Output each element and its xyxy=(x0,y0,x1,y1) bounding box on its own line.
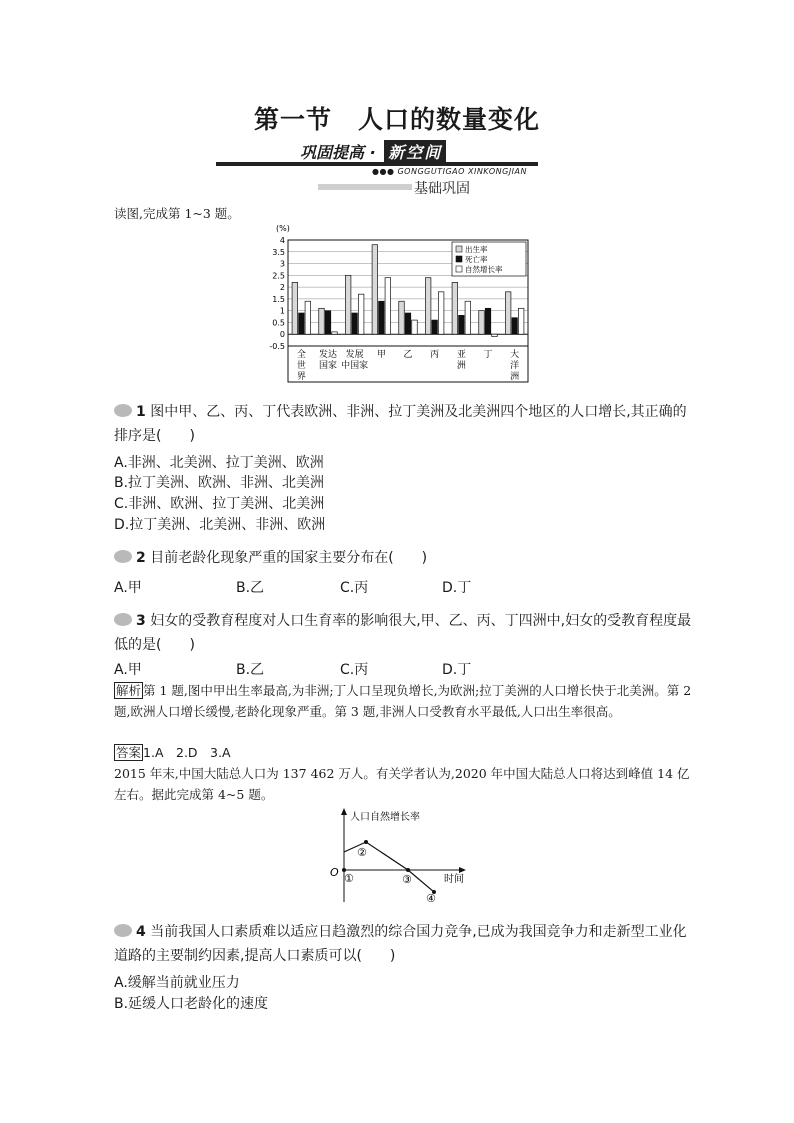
question-number: 1 xyxy=(136,404,146,420)
option: B.拉丁美洲、欧洲、非洲、北美洲 xyxy=(114,475,325,491)
option: C.非洲、欧洲、拉丁美洲、北美洲 xyxy=(114,496,325,512)
x-tick-label: 洲 xyxy=(456,361,466,371)
x-tick-label: 发展 xyxy=(345,350,364,360)
answer xyxy=(114,742,694,763)
bar-死亡率 xyxy=(432,320,438,334)
graph-ylabel: 人口自然增长率 xyxy=(350,812,420,823)
analysis-text: 第 1 题,图中甲出生率最高,为非洲;丁人口呈现负增长,为欧洲;拉丁美洲的人口增长快于北美洲。第 2 题,欧洲人口增长缓慢,老龄化现象严重。第 3 题,非洲人口受教育水平最低,人口出生率很高。 xyxy=(114,683,692,719)
question-number: 4 xyxy=(136,924,146,940)
bar-自然增长率 xyxy=(358,294,364,334)
option: A.非洲、北美洲、拉丁美洲、欧洲 xyxy=(114,455,324,471)
analysis-tag: 解析 xyxy=(116,683,142,698)
option: D.丁 xyxy=(442,580,472,596)
question-1 xyxy=(114,400,694,448)
analysis xyxy=(114,680,694,722)
point-2 xyxy=(364,840,368,844)
option: A.甲 xyxy=(114,662,142,678)
question-text: 妇女的受教育程度对人口生育率的影响很大,甲、乙、丙、丁四洲中,妇女的受教育程度最低的是( ) xyxy=(114,613,692,653)
point-4-label: ④ xyxy=(426,892,436,905)
banner xyxy=(300,140,446,163)
bar-出生率 xyxy=(505,292,511,334)
legend-label: 出生率 xyxy=(465,245,488,254)
option: B.延缓人口老龄化的速度 xyxy=(114,996,269,1012)
x-tick-label: 界 xyxy=(296,372,306,382)
option: D.丁 xyxy=(442,662,472,678)
point-2-label: ② xyxy=(357,846,367,859)
question-4 xyxy=(114,920,694,968)
option: A.甲 xyxy=(114,580,142,596)
banner-highlight: 新空间 xyxy=(384,140,446,163)
y-tick-label: 2.5 xyxy=(272,271,285,281)
growth-rate-graph xyxy=(326,806,476,906)
y-tick-label: 1 xyxy=(279,306,285,316)
option: D.拉丁美洲、北美洲、非洲、欧洲 xyxy=(114,517,326,533)
bar-死亡率 xyxy=(379,301,385,334)
bar-死亡率 xyxy=(352,313,358,334)
bar-死亡率 xyxy=(485,308,491,334)
graph-xlabel: 时间 xyxy=(444,874,464,885)
legend-swatch xyxy=(456,256,462,262)
bar-死亡率 xyxy=(405,313,411,334)
bar-出生率 xyxy=(372,245,378,335)
legend-label: 自然增长率 xyxy=(465,265,503,274)
bar-出生率 xyxy=(479,311,485,335)
legend-swatch xyxy=(456,266,462,272)
x-tick-label: 洲 xyxy=(510,372,520,382)
x-tick-label: 国家 xyxy=(318,361,338,371)
bar-出生率 xyxy=(319,308,325,334)
answer-tag: 答案 xyxy=(116,745,142,760)
y-tick-label: 3.5 xyxy=(272,247,285,257)
bar-自然增长率 xyxy=(492,334,498,336)
x-tick-label: 乙 xyxy=(403,350,413,360)
x-tick-label: 洋 xyxy=(510,361,520,371)
point-1-label: ① xyxy=(344,872,354,885)
bar-自然增长率 xyxy=(305,301,311,334)
y-tick-label: 0.5 xyxy=(272,318,285,328)
banner-rule xyxy=(216,162,538,166)
question-text: 当前我国人口素质难以适应日趋激烈的综合国力竞争,已成为我国竞争力和走新型工业化道路的主要制约因素,提高人口素质可以( ) xyxy=(114,924,687,964)
question-text: 目前老龄化现象严重的国家主要分布在( ) xyxy=(150,550,428,566)
y-tick-label: -0.5 xyxy=(269,342,285,351)
banner-dot: · xyxy=(369,143,376,162)
point-3-label: ③ xyxy=(402,873,412,886)
y-tick-label: 3 xyxy=(279,259,285,269)
x-tick-label: 全 xyxy=(296,350,306,360)
bar-自然增长率 xyxy=(465,301,471,334)
bar-自然增长率 xyxy=(412,320,418,334)
x-tick-label: 甲 xyxy=(376,350,386,360)
section-label: 基础巩固 xyxy=(414,181,470,197)
answer-text: 1.A 2.D 3.A xyxy=(143,745,231,760)
x-tick-label: 丁 xyxy=(483,350,493,360)
option: C.丙 xyxy=(340,662,369,678)
question-text: 图中甲、乙、丙、丁代表欧洲、非洲、拉丁美洲及北美洲四个地区的人口增长,其正确的排序是( ) xyxy=(114,404,687,444)
bar-chart xyxy=(262,222,532,384)
x-tick-label: 亚 xyxy=(456,350,466,360)
question-icon xyxy=(114,924,132,937)
x-tick-label: 世 xyxy=(296,361,306,371)
y-tick-label: 4 xyxy=(279,236,285,245)
option: B.乙 xyxy=(236,580,265,596)
option: B.乙 xyxy=(236,662,265,678)
bar-自然增长率 xyxy=(332,332,338,334)
y-tick-label: 1.5 xyxy=(272,294,285,304)
bar-出生率 xyxy=(292,282,298,334)
bar-死亡率 xyxy=(459,315,465,334)
question-icon xyxy=(114,404,132,417)
bar-出生率 xyxy=(425,278,431,335)
chart-ylabel: (%) xyxy=(276,224,290,233)
intro-text-2: 2015 年末,中国大陆总人口为 137 462 万人。有关学者认为,2020 年中国大陆总人口将达到峰值 14 亿左右。据此完成第 4~5 题。 xyxy=(114,766,690,802)
x-tick-label: 发达 xyxy=(318,350,338,360)
question-3 xyxy=(114,609,694,657)
bar-死亡率 xyxy=(512,318,518,334)
x-axis-arrow xyxy=(459,867,466,873)
bar-死亡率 xyxy=(325,311,331,335)
y-tick-label: 2 xyxy=(279,283,285,293)
banner-main: 巩固提高 xyxy=(300,143,365,162)
option: C.丙 xyxy=(340,580,369,596)
y-tick-label: 0 xyxy=(279,330,285,340)
bar-自然增长率 xyxy=(385,278,391,335)
question-icon xyxy=(114,550,132,563)
bar-死亡率 xyxy=(299,313,305,334)
question-2 xyxy=(114,546,694,570)
option: A.缓解当前就业压力 xyxy=(114,975,240,991)
question-number: 3 xyxy=(136,613,146,629)
bar-自然增长率 xyxy=(518,308,524,334)
question-icon xyxy=(114,613,132,626)
bar-出生率 xyxy=(452,282,458,334)
bar-自然增长率 xyxy=(438,292,444,334)
x-tick-label: 中国家 xyxy=(341,361,369,371)
banner-subtitle: ●●● GONGGUTIGAO XINKONGJIAN xyxy=(372,167,527,176)
bar-出生率 xyxy=(399,301,405,334)
x-tick-label: 丙 xyxy=(430,350,440,360)
page-title: 第一节 人口的数量变化 xyxy=(253,105,540,134)
point-3 xyxy=(406,868,410,872)
section-bar xyxy=(318,184,412,190)
bar-出生率 xyxy=(345,275,351,334)
question-number: 2 xyxy=(136,550,146,566)
intro-text-1: 读图,完成第 1~3 题。 xyxy=(114,206,240,221)
y-axis-arrow xyxy=(341,808,347,815)
legend-swatch xyxy=(456,246,462,252)
legend-label: 死亡率 xyxy=(465,255,488,264)
x-tick-label: 大 xyxy=(510,350,520,360)
graph-origin: O xyxy=(330,866,339,879)
